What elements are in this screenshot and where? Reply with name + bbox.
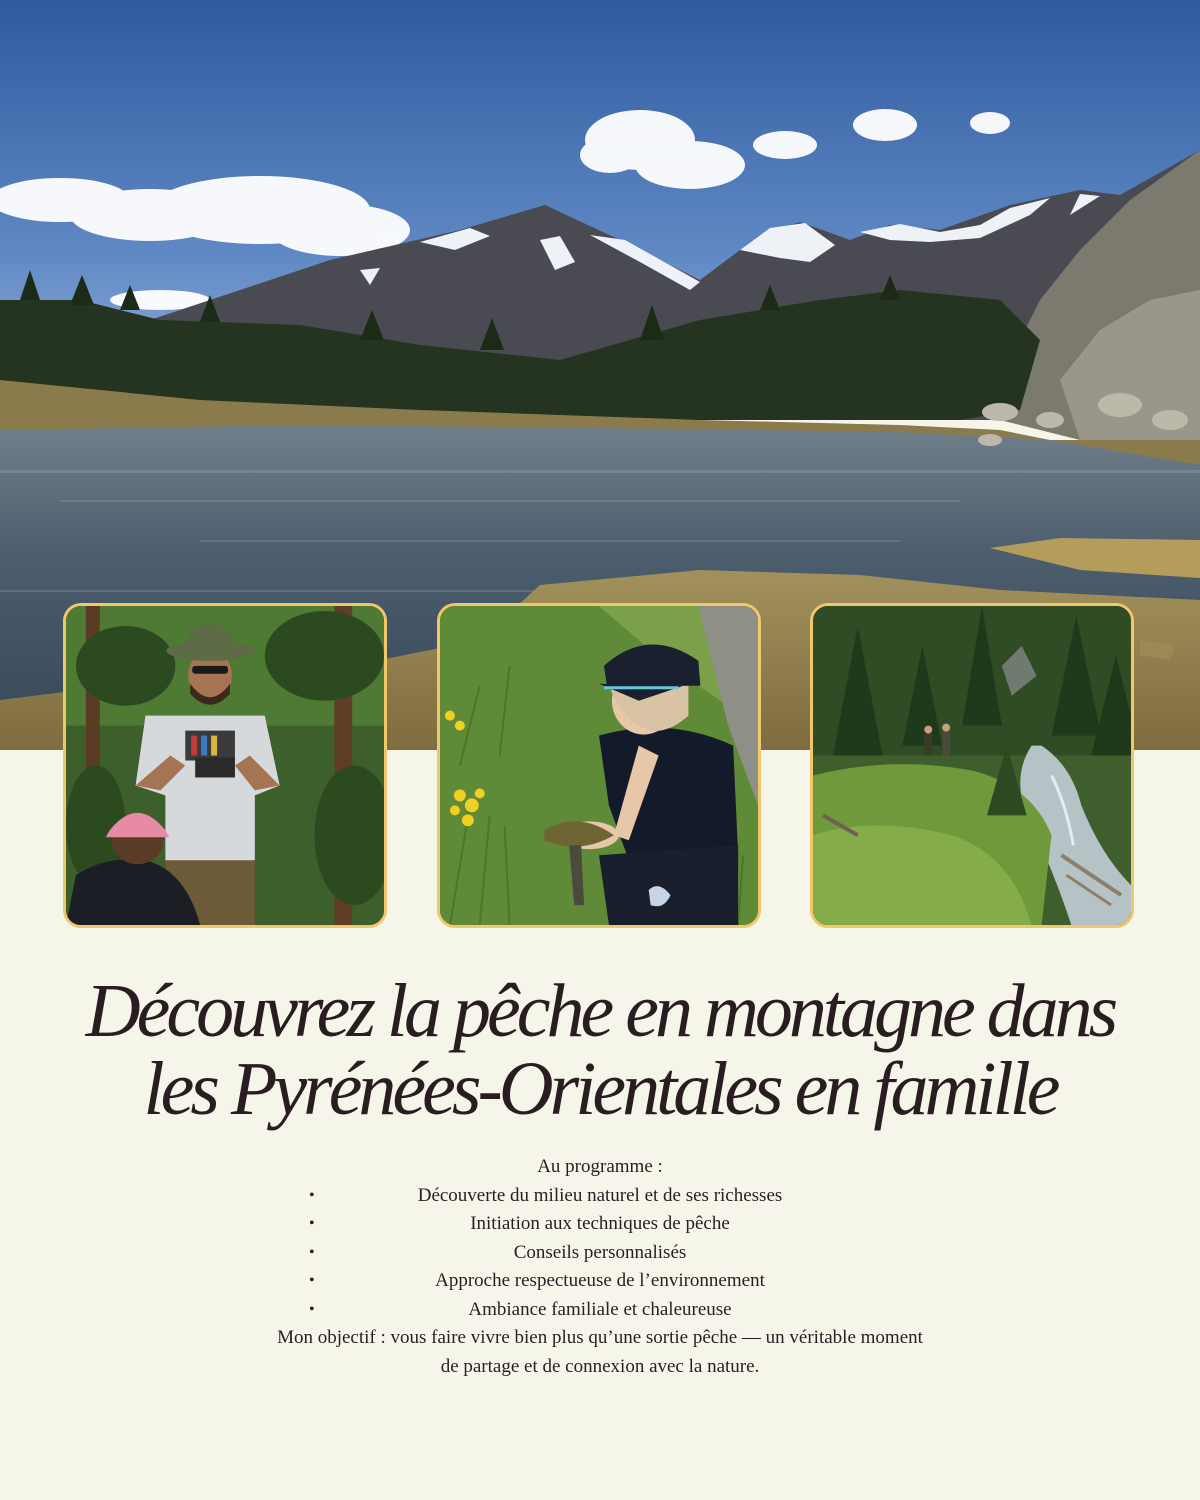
list-item (0, 1182, 1200, 1211)
list-item (0, 1239, 1200, 1268)
child-holding-trout-photo (437, 603, 761, 928)
bullet: • (309, 1215, 315, 1232)
list-item-label: Approche respectueuse de l’environnement (435, 1270, 765, 1291)
objective-text: Mon objectif : vous faire vivre bien plus qu’une sortie pêche — un véritable moment de partage et de connexion avec la nature. (277, 1327, 923, 1377)
list-item-label: Découverte du milieu naturel et de ses richesses (417, 1184, 783, 1206)
bullet: • (309, 1243, 315, 1261)
list-item-label: Ambiance familiale et chaleureuse (468, 1298, 732, 1320)
bullet: • (309, 1300, 315, 1318)
bullet: • (309, 1186, 315, 1204)
program-title: Au programme : (537, 1156, 663, 1177)
list-item (0, 1267, 1200, 1296)
anglers-by-stream-photo (810, 603, 1134, 928)
headline-line-2: les Pyrénées-Orientales en famille (143, 1047, 1057, 1131)
program-section (0, 1153, 1200, 1381)
list-item (0, 1296, 1200, 1325)
bullet: • (309, 1272, 315, 1289)
program-list (0, 1182, 1200, 1325)
list-item-label: Initiation aux techniques de pêche (470, 1213, 730, 1234)
headline-line-1: Découvrez la pêche en montagne dans (85, 969, 1115, 1053)
guide-with-child-photo (63, 603, 387, 928)
headline (0, 969, 1200, 1131)
list-item-label: Conseils personnalisés (513, 1241, 687, 1263)
list-item (0, 1210, 1200, 1239)
